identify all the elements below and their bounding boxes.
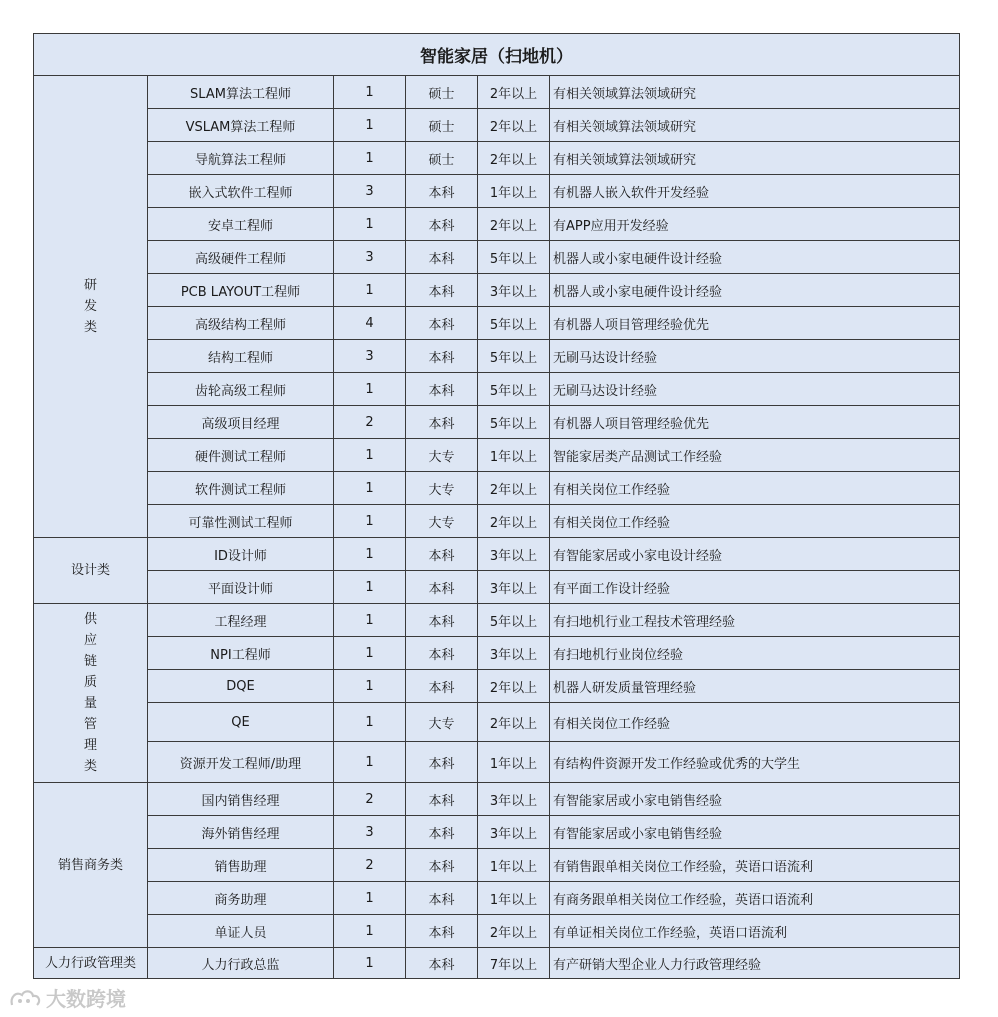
- requirement-cell: 有智能家居或小家电销售经验: [550, 816, 960, 849]
- requirement-cell: 有相关岗位工作经验: [550, 505, 960, 538]
- experience-cell: 3年以上: [478, 538, 550, 571]
- table-row: [34, 915, 960, 948]
- experience-cell: 2年以上: [478, 505, 550, 538]
- education-cell: 本科: [406, 307, 478, 340]
- headcount-cell: 1: [334, 538, 406, 571]
- position-cell: 单证人员: [148, 915, 334, 948]
- experience-cell: 1年以上: [478, 849, 550, 882]
- table-row: [34, 472, 960, 505]
- headcount-cell: 1: [334, 637, 406, 670]
- headcount-cell: 1: [334, 142, 406, 175]
- experience-cell: 2年以上: [478, 208, 550, 241]
- experience-cell: 3年以上: [478, 571, 550, 604]
- category-label: 研发类: [83, 278, 97, 335]
- table-title: 智能家居（扫地机）: [34, 34, 960, 76]
- headcount-cell: 1: [334, 604, 406, 637]
- table-row: [34, 109, 960, 142]
- category-cell: [34, 76, 148, 538]
- category-cell: [34, 783, 148, 948]
- headcount-cell: 3: [334, 175, 406, 208]
- category-cell: [34, 604, 148, 783]
- table-row: [34, 783, 960, 816]
- headcount-cell: 2: [334, 406, 406, 439]
- headcount-cell: 3: [334, 340, 406, 373]
- education-cell: 本科: [406, 948, 478, 979]
- table-row: [34, 670, 960, 703]
- table-row: [34, 307, 960, 340]
- requirement-cell: 有智能家居或小家电销售经验: [550, 783, 960, 816]
- table-row: [34, 816, 960, 849]
- position-cell: 海外销售经理: [148, 816, 334, 849]
- brand-logo-icon: [8, 987, 42, 1009]
- headcount-cell: 1: [334, 948, 406, 979]
- headcount-cell: 1: [334, 915, 406, 948]
- requirement-cell: 机器人或小家电硬件设计经验: [550, 274, 960, 307]
- position-cell: 高级硬件工程师: [148, 241, 334, 274]
- position-cell: QE: [148, 703, 334, 742]
- requirement-cell: 有平面工作设计经验: [550, 571, 960, 604]
- requirement-cell: 有机器人项目管理经验优先: [550, 307, 960, 340]
- experience-cell: 5年以上: [478, 241, 550, 274]
- table-row: [34, 948, 960, 979]
- requirement-cell: 有商务跟单相关岗位工作经验，英语口语流利: [550, 882, 960, 915]
- table-row: [34, 76, 960, 109]
- position-cell: ID设计师: [148, 538, 334, 571]
- position-cell: 齿轮高级工程师: [148, 373, 334, 406]
- experience-cell: 5年以上: [478, 373, 550, 406]
- position-cell: 国内销售经理: [148, 783, 334, 816]
- headcount-cell: 2: [334, 783, 406, 816]
- position-cell: VSLAM算法工程师: [148, 109, 334, 142]
- headcount-cell: 1: [334, 703, 406, 742]
- requirement-cell: 有产研销大型企业人力行政管理经验: [550, 948, 960, 979]
- experience-cell: 2年以上: [478, 76, 550, 109]
- table-row: [34, 703, 960, 742]
- requirement-cell: 有智能家居或小家电设计经验: [550, 538, 960, 571]
- headcount-cell: 3: [334, 241, 406, 274]
- experience-cell: 2年以上: [478, 472, 550, 505]
- headcount-cell: 1: [334, 274, 406, 307]
- table-row: [34, 439, 960, 472]
- education-cell: 大专: [406, 703, 478, 742]
- position-cell: 软件测试工程师: [148, 472, 334, 505]
- headcount-cell: 1: [334, 109, 406, 142]
- watermark: [8, 983, 126, 1012]
- requirement-cell: 有结构件资源开发工作经验或优秀的大学生: [550, 742, 960, 783]
- requirement-cell: 智能家居类产品测试工作经验: [550, 439, 960, 472]
- education-cell: 本科: [406, 882, 478, 915]
- education-cell: 本科: [406, 637, 478, 670]
- position-cell: 人力行政总监: [148, 948, 334, 979]
- education-cell: 大专: [406, 472, 478, 505]
- category-cell: [34, 538, 148, 604]
- education-cell: 本科: [406, 670, 478, 703]
- experience-cell: 1年以上: [478, 439, 550, 472]
- experience-cell: 7年以上: [478, 948, 550, 979]
- education-cell: 本科: [406, 241, 478, 274]
- experience-cell: 3年以上: [478, 274, 550, 307]
- headcount-cell: 4: [334, 307, 406, 340]
- requirement-cell: 有机器人嵌入软件开发经验: [550, 175, 960, 208]
- experience-cell: 2年以上: [478, 703, 550, 742]
- education-cell: 本科: [406, 816, 478, 849]
- headcount-cell: 1: [334, 373, 406, 406]
- position-cell: 资源开发工程师/助理: [148, 742, 334, 783]
- table-row: [34, 849, 960, 882]
- requirement-cell: 有相关领域算法领域研究: [550, 76, 960, 109]
- position-cell: SLAM算法工程师: [148, 76, 334, 109]
- education-cell: 本科: [406, 274, 478, 307]
- position-cell: 硬件测试工程师: [148, 439, 334, 472]
- experience-cell: 5年以上: [478, 406, 550, 439]
- education-cell: 本科: [406, 208, 478, 241]
- education-cell: 本科: [406, 571, 478, 604]
- education-cell: 本科: [406, 538, 478, 571]
- education-cell: 本科: [406, 849, 478, 882]
- experience-cell: 2年以上: [478, 142, 550, 175]
- table-row: [34, 571, 960, 604]
- position-cell: 高级结构工程师: [148, 307, 334, 340]
- table-row: [34, 882, 960, 915]
- education-cell: 本科: [406, 604, 478, 637]
- table-row: [34, 175, 960, 208]
- experience-cell: 2年以上: [478, 915, 550, 948]
- position-cell: 商务助理: [148, 882, 334, 915]
- category-label: 设计类: [70, 563, 110, 578]
- experience-cell: 2年以上: [478, 109, 550, 142]
- requirement-cell: 有相关领域算法领域研究: [550, 109, 960, 142]
- position-cell: PCB LAYOUT工程师: [148, 274, 334, 307]
- position-cell: 平面设计师: [148, 571, 334, 604]
- position-cell: DQE: [148, 670, 334, 703]
- experience-cell: 5年以上: [478, 340, 550, 373]
- requirement-cell: 有扫地机行业工程技术管理经验: [550, 604, 960, 637]
- experience-cell: 3年以上: [478, 816, 550, 849]
- headcount-cell: 1: [334, 882, 406, 915]
- requirement-cell: 有相关岗位工作经验: [550, 472, 960, 505]
- position-cell: 工程经理: [148, 604, 334, 637]
- education-cell: 本科: [406, 175, 478, 208]
- headcount-cell: 1: [334, 505, 406, 538]
- position-cell: 高级项目经理: [148, 406, 334, 439]
- experience-cell: 1年以上: [478, 175, 550, 208]
- headcount-cell: 1: [334, 76, 406, 109]
- table-row: [34, 241, 960, 274]
- position-cell: 结构工程师: [148, 340, 334, 373]
- headcount-cell: 2: [334, 849, 406, 882]
- requirement-cell: 无刷马达设计经验: [550, 373, 960, 406]
- position-cell: NPI工程师: [148, 637, 334, 670]
- table-row: [34, 373, 960, 406]
- table-row: [34, 208, 960, 241]
- table-row: [34, 742, 960, 783]
- recruitment-table: [33, 33, 960, 979]
- table-row: [34, 340, 960, 373]
- education-cell: 硕士: [406, 76, 478, 109]
- requirement-cell: 有相关领域算法领域研究: [550, 142, 960, 175]
- requirement-cell: 有扫地机行业岗位经验: [550, 637, 960, 670]
- title-row: [34, 34, 960, 76]
- education-cell: 本科: [406, 783, 478, 816]
- education-cell: 本科: [406, 340, 478, 373]
- headcount-cell: 1: [334, 670, 406, 703]
- requirement-cell: 有APP应用开发经验: [550, 208, 960, 241]
- table-row: [34, 538, 960, 571]
- table-row: [34, 505, 960, 538]
- table-row: [34, 637, 960, 670]
- education-cell: 本科: [406, 406, 478, 439]
- category-label: 人力行政管理类: [44, 955, 136, 971]
- headcount-cell: 1: [334, 571, 406, 604]
- position-cell: 安卓工程师: [148, 208, 334, 241]
- headcount-cell: 1: [334, 472, 406, 505]
- table-row: [34, 142, 960, 175]
- category-cell: [34, 948, 148, 979]
- experience-cell: 1年以上: [478, 882, 550, 915]
- requirement-cell: 有单证相关岗位工作经验，英语口语流利: [550, 915, 960, 948]
- education-cell: 大专: [406, 439, 478, 472]
- experience-cell: 3年以上: [478, 637, 550, 670]
- table-row: [34, 406, 960, 439]
- education-cell: 硕士: [406, 142, 478, 175]
- requirement-cell: 有相关岗位工作经验: [550, 703, 960, 742]
- position-cell: 导航算法工程师: [148, 142, 334, 175]
- position-cell: 销售助理: [148, 849, 334, 882]
- education-cell: 本科: [406, 373, 478, 406]
- headcount-cell: 1: [334, 439, 406, 472]
- experience-cell: 5年以上: [478, 307, 550, 340]
- requirement-cell: 无刷马达设计经验: [550, 340, 960, 373]
- headcount-cell: 1: [334, 742, 406, 783]
- experience-cell: 2年以上: [478, 670, 550, 703]
- category-label: 销售商务类: [57, 857, 123, 873]
- position-cell: 嵌入式软件工程师: [148, 175, 334, 208]
- requirement-cell: 机器人研发质量管理经验: [550, 670, 960, 703]
- watermark-text: 大数跨境: [46, 987, 126, 1011]
- headcount-cell: 1: [334, 208, 406, 241]
- table-row: [34, 274, 960, 307]
- experience-cell: 3年以上: [478, 783, 550, 816]
- position-cell: 可靠性测试工程师: [148, 505, 334, 538]
- requirement-cell: 有销售跟单相关岗位工作经验，英语口语流利: [550, 849, 960, 882]
- category-label: 供应链质量管理类: [83, 612, 97, 774]
- experience-cell: 1年以上: [478, 742, 550, 783]
- requirement-cell: 有机器人项目管理经验优先: [550, 406, 960, 439]
- education-cell: 大专: [406, 505, 478, 538]
- headcount-cell: 3: [334, 816, 406, 849]
- table-row: [34, 604, 960, 637]
- education-cell: 本科: [406, 915, 478, 948]
- experience-cell: 5年以上: [478, 604, 550, 637]
- requirement-cell: 机器人或小家电硬件设计经验: [550, 241, 960, 274]
- education-cell: 硕士: [406, 109, 478, 142]
- education-cell: 本科: [406, 742, 478, 783]
